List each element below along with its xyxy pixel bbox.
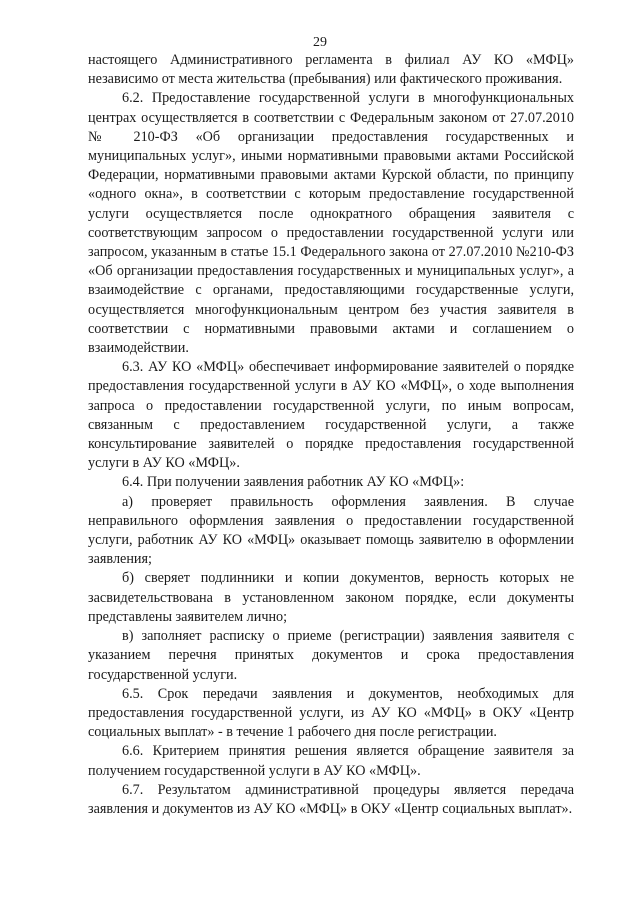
paragraph-6-3: 6.3. АУ КО «МФЦ» обеспечивает информирование заявителей о порядке предоставления государственной услуги в АУ КО «МФЦ», о ходе выполнения запроса о предоставлении государственной услуги, по иным вопросам, связанным с предоставлением государственной услуги, а также консультирование заявителей о порядке предоставления государственной услуги в АУ КО «МФЦ». (88, 359, 574, 472)
paragraph-6-2: 6.2. Предоставление государственной услуги в многофункциональных центрах осуществляется в соответствии с Федеральным законом от 27.07.2010 № 210-ФЗ «Об организации предоставления государственных и муниципальных услуг», иными нормативными правовыми актами Российской Федерации, нормативными правовыми актами Курской области, по принципу «одного окна», в соответствии с которым предоставление государственной услуги осуществляется после однократного обращения заявителя с соответствующим запросом о предоставлении государственной услуги или запросом, указанным в статье 15.1 Федерального закона от 27.07.2010 №210-ФЗ «Об организации предоставления государственных и муниципальных услуг», а взаимодействие с органами, предоставляющими государственные услуги, осуществляется многофункциональным центром без участия заявителя в соответствии с нормативными правовыми актами и соглашением о взаимодействии. (88, 90, 574, 357)
page-number: 29 (313, 35, 327, 50)
list-item-a: а) проверяет правильность оформления заявления. В случае неправильного оформления заявления о предоставлении государственной услуги, работник АУ КО «МФЦ» оказывает помощь заявителю в оформлении заявления; (88, 493, 574, 568)
list-item-v: в) заполняет расписку о приеме (регистрации) заявления заявителя с указанием перечня принятых документов и срока предоставления государственной услуги. (88, 628, 574, 683)
paragraph-6-6: 6.6. Критерием принятия решения является обращение заявителя за получением государственной услуги в АУ КО «МФЦ». (88, 743, 574, 779)
document-body (88, 51, 574, 819)
paragraph-6-5: 6.5. Срок передачи заявления и документов, необходимых для предоставления государственной услуги, из АУ КО «МФЦ» в ОКУ «Центр социальных выплат» - в течение 1 рабочего дня после регистрации. (88, 685, 574, 741)
paragraph-6-7: 6.7. Результатом административной процедуры является передача заявления и документов из АУ КО «МФЦ» в ОКУ «Центр социальных выплат». (88, 781, 574, 817)
paragraph-continuation: настоящего Административного регламента в филиал АУ КО «МФЦ» независимо от места жительства (пребывания) или фактического проживания. (88, 52, 574, 88)
paragraph-6-4: 6.4. При получении заявления работник АУ КО «МФЦ»: (122, 474, 465, 491)
list-item-b: б) сверяет подлинники и копии документов, верность которых не засвидетельствована в установленном законом порядке, если документы представлены заявителем лично; (88, 570, 574, 625)
